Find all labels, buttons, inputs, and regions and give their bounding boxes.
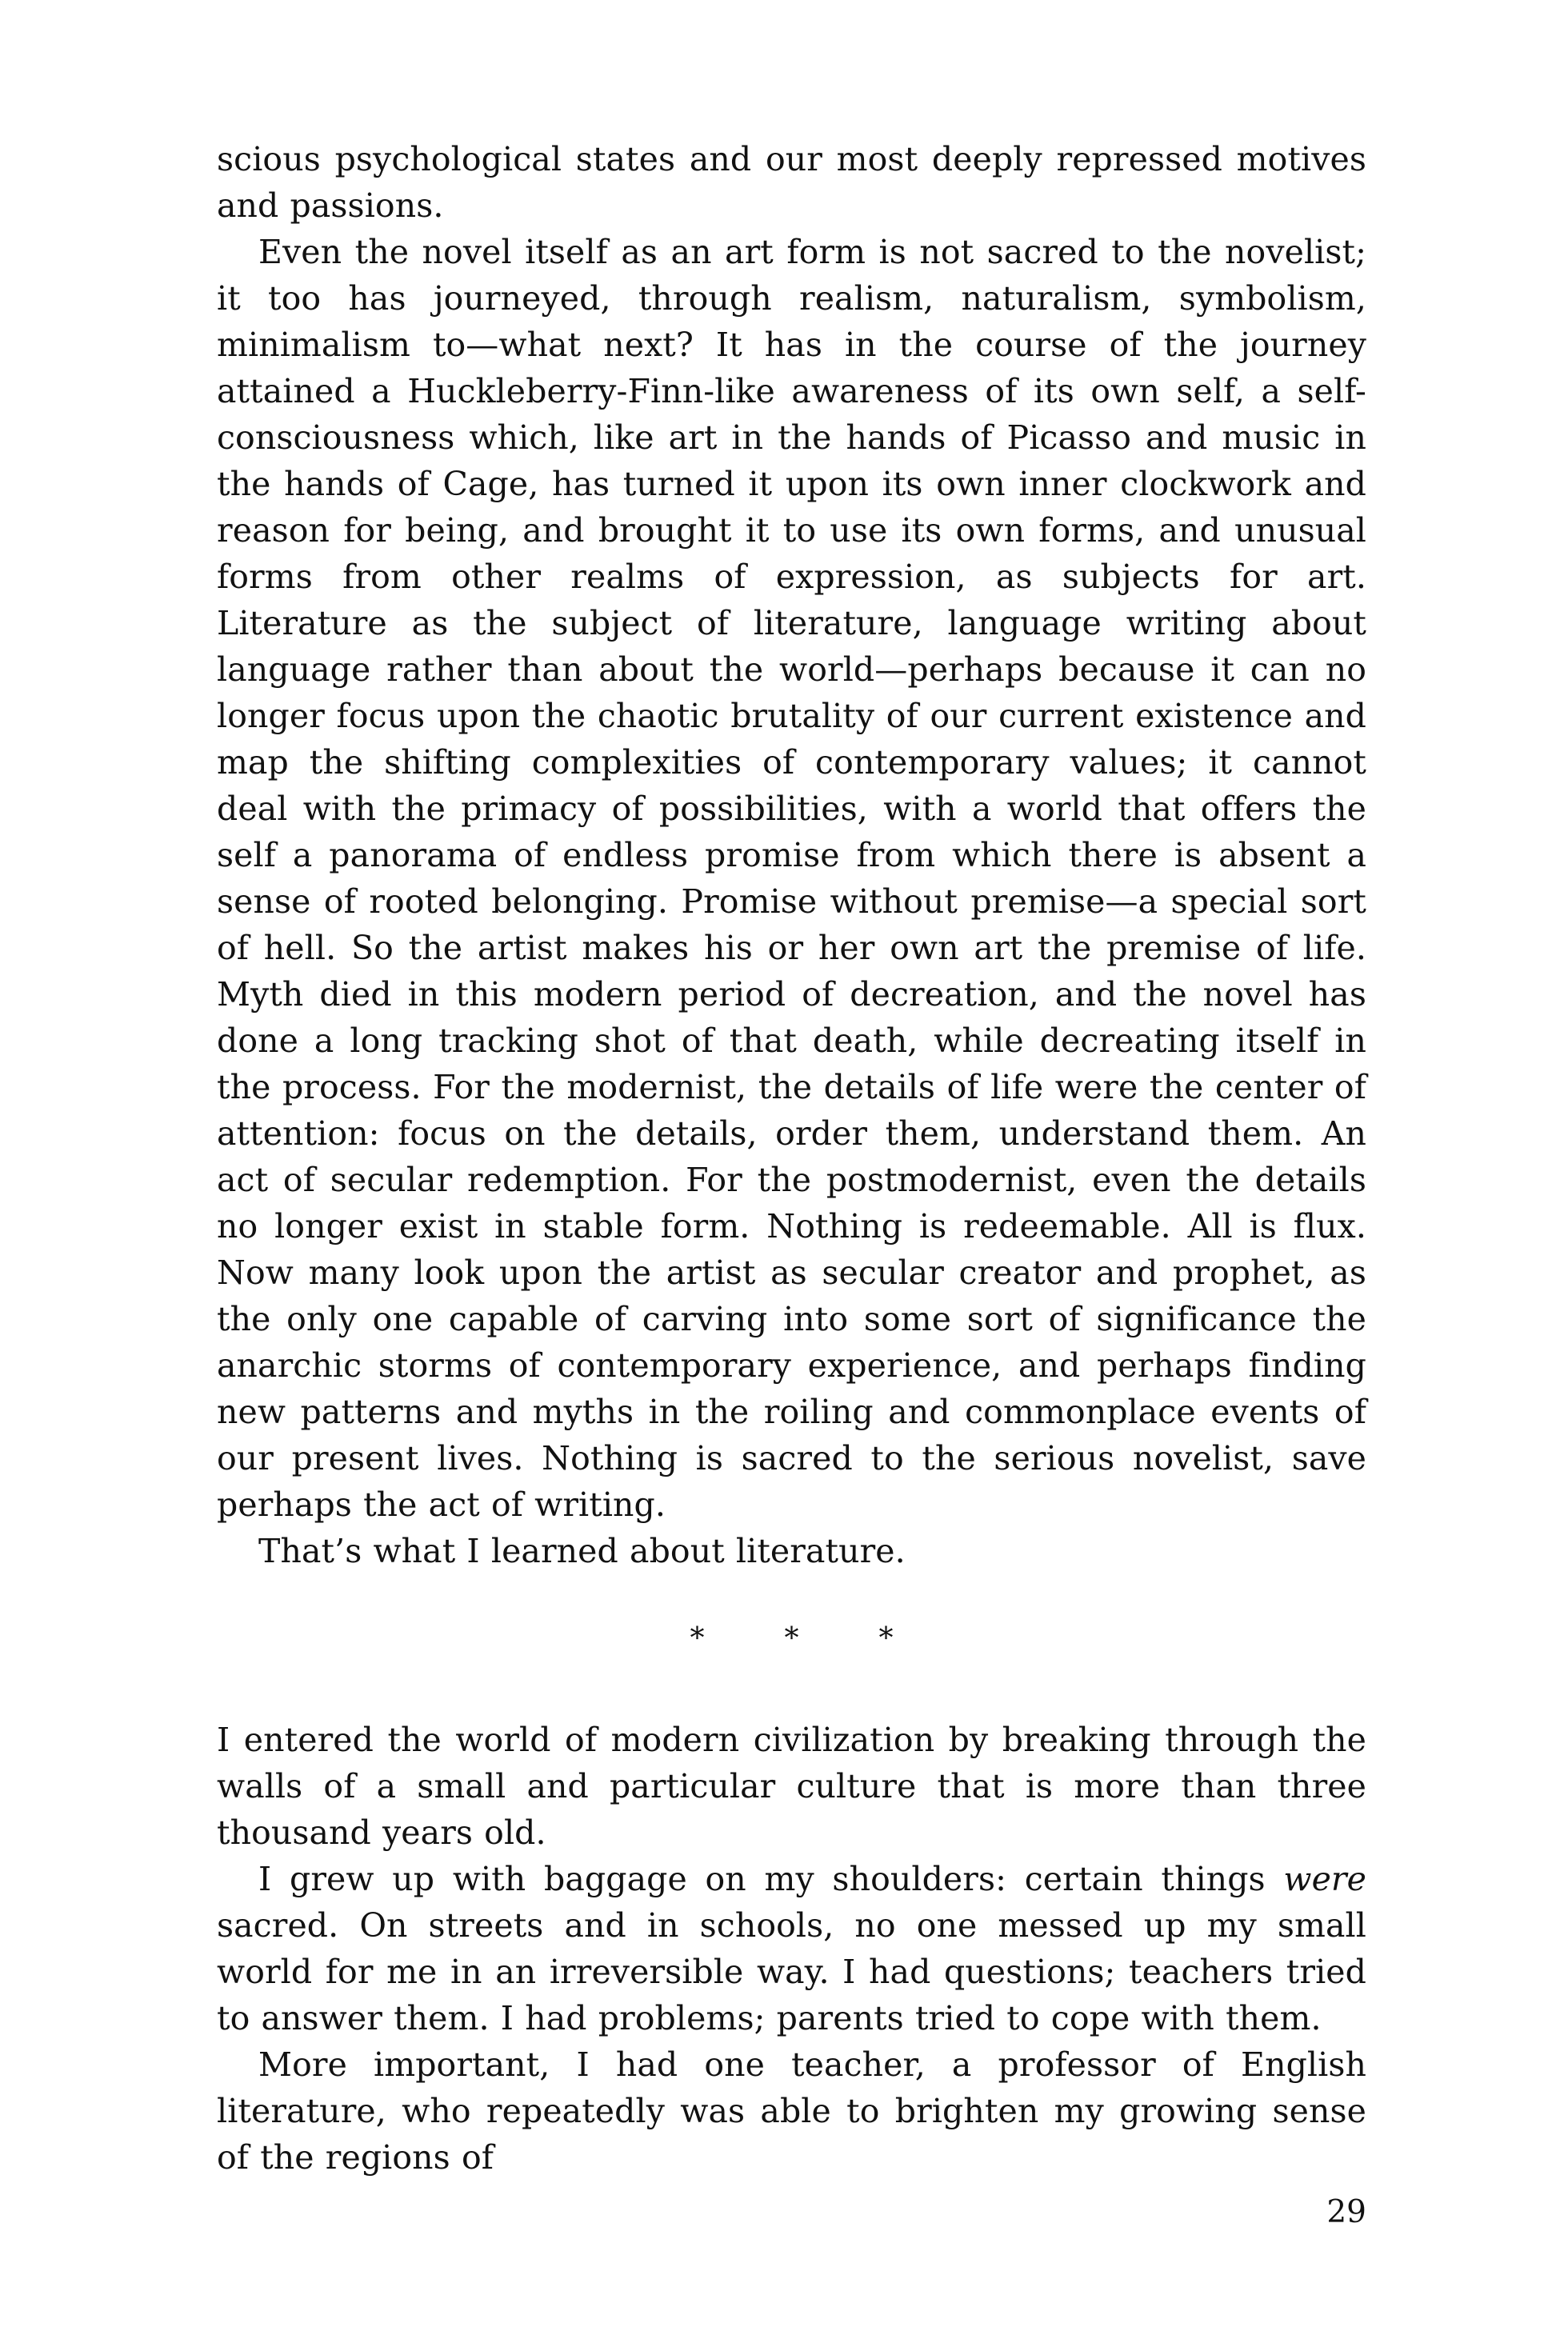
paragraph-learned-literature: That’s what I learned about literature. — [258, 1532, 906, 1570]
section-break-asterisk: * — [784, 1622, 850, 1655]
book-page — [217, 136, 1366, 2256]
paragraph-novel-art-form: Even the novel itself as an art form is not sacred to the novelist; it too has journeyed, through realism, naturalism, symbolism, minimalism to—what next? It has in the course of the journey attained a Huckleberry-Finn-like awareness of its own self, a self-consciousness which, like art in the hands of Picasso and music in the hands of Cage, has turned it upon its own inner clockwork and reason for being, and brought it to use its own forms, and unusual forms from other realms of expression, as subjects for art. Literature as the subject of literature, language writing about language rather than about the world—perhaps because it can no longer focus upon the chaotic brutality of our current existence and map the shifting complexities of contemporary values; it cannot deal with the primacy of possibilities, with a world that offers the self a panorama of endless promise from which there is absent a sense of rooted belonging. Promise without premise—a special sort of hell. So the artist makes his or her own art the premise of life. Myth died in this modern period of decreation, and the novel has done a long tracking shot of that death, while decreating itself in the process. For the modernist, the details of life were the center of attention: focus on the details, order them, understand them. An act of secular redemption. For the postmodernist, even the details no longer exist in stable form. Nothing is redeemable. All is flux. Now many look upon the artist as secular creator and prophet, as the only one capable of carving into some sort of significance the anarchic storms of contemporary experience, and perhaps finding new patterns and myths in the roiling and commonplace events of our present lives. Nothing is sacred to the serious novelist, save perhaps the act of writing. — [217, 233, 1366, 1524]
section-break — [217, 1616, 1366, 1662]
paragraph-baggage — [217, 1856, 1366, 2041]
paragraph-teacher: More important, I had one teacher, a professor of English literature, who repeatedly was able to brighten my growing sense of the regions of — [217, 2045, 1366, 2177]
italic-emphasis: were — [1283, 1860, 1366, 1898]
section-break-asterisk: * — [878, 1622, 945, 1655]
section-break-asterisk: * — [690, 1622, 756, 1655]
page-number: 29 — [1326, 2194, 1366, 2230]
body-text — [217, 136, 1366, 2181]
paragraph-baggage-start: I grew up with baggage on my shoulders: certain things — [258, 1860, 1284, 1898]
paragraph-continued: scious psychological states and our most deeply repressed motives and passions. — [217, 140, 1366, 225]
paragraph-baggage-end: sacred. On streets and in schools, no one messed up my small world for me in an irreversible way. I had questions; teachers tried to answer them. I had problems; parents tried to cope with them. — [217, 1906, 1366, 2037]
paragraph-entered-world: I entered the world of modern civilization by breaking through the walls of a small and particular culture that is more than three thousand years old. — [217, 1721, 1366, 1852]
